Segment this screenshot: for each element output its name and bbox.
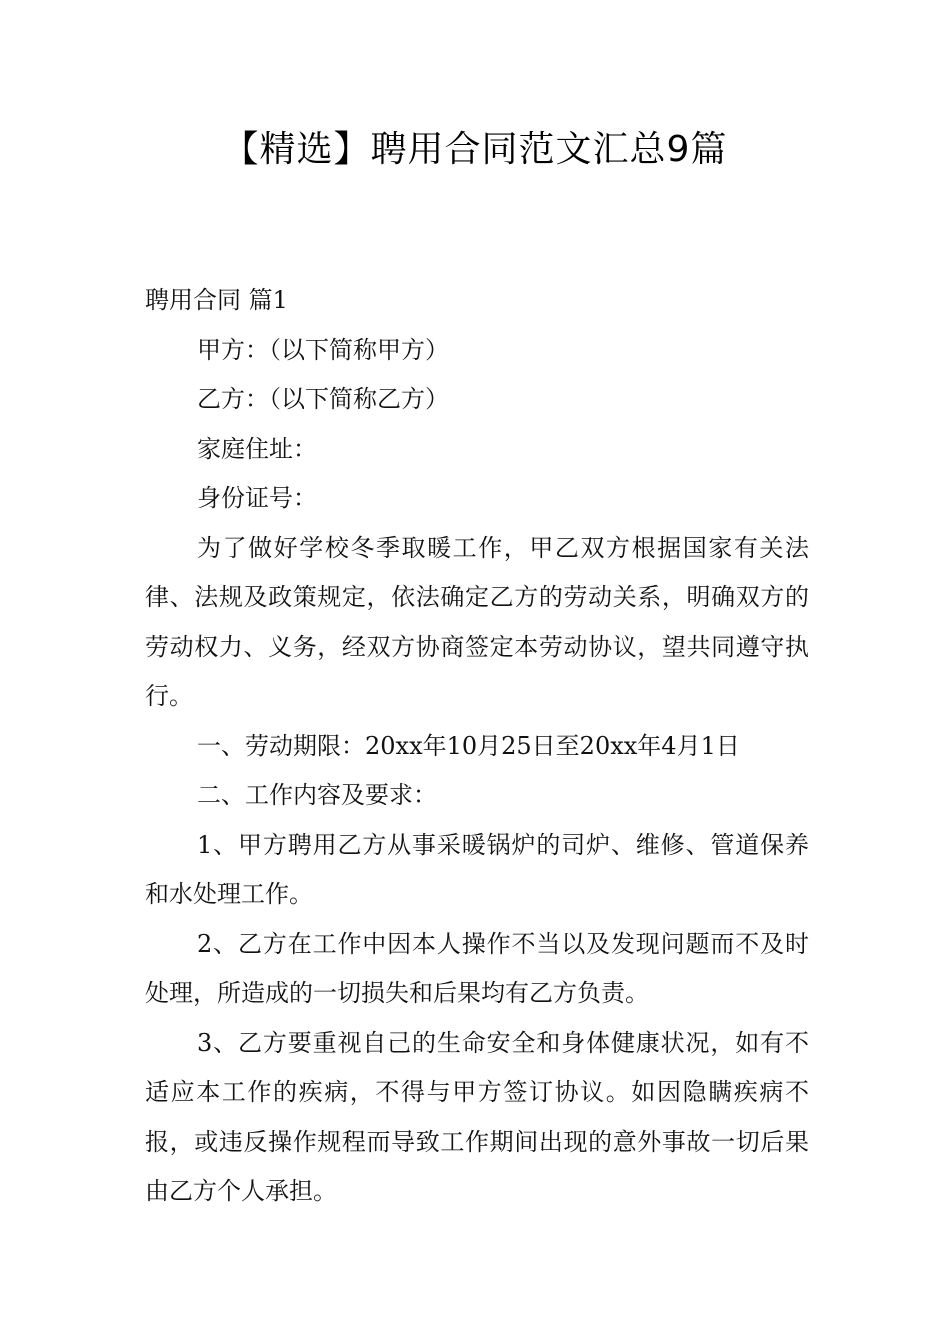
home-address-line: 家庭住址： bbox=[197, 434, 317, 463]
party-b-line: 乙方：（以下简称乙方） bbox=[197, 385, 449, 413]
document-title: 【精选】聘用合同范文汇总9篇 bbox=[222, 129, 728, 170]
document-body bbox=[145, 276, 809, 1217]
preamble-paragraph: 为了做好学校冬季取暖工作，甲乙双方根据国家有关法律、法规及政策规定，依法确定乙方的劳动关系，明确双方的劳动权力、义务，经双方协商签定本劳动协议，望共同遵守执行。 bbox=[145, 533, 809, 710]
clause-1: 1、甲方聘用乙方从事采暖锅炉的司炉、维修、管道保养和水处理工作。 bbox=[145, 830, 809, 908]
id-number-line: 身份证号： bbox=[197, 484, 317, 512]
party-a-line: 甲方：（以下简称甲方） bbox=[197, 335, 449, 364]
clause-3: 3、乙方要重视自己的生命安全和身体健康状况，如有不适应本工作的疾病，不得与甲方签订协议。如因隐瞒疾病不报，或违反操作规程而导致工作期间出现的意外事故一切后果由乙方个人承担。 bbox=[145, 1028, 809, 1205]
work-content-heading: 二、工作内容及要求： bbox=[197, 781, 437, 809]
term-clause: 一、劳动期限：20xx年10月25日至20xx年4月1日 bbox=[197, 731, 740, 760]
clause-2: 2、乙方在工作中因本人操作不当以及发现问题而不及时处理，所造成的一切损失和后果均有乙方负责。 bbox=[145, 929, 809, 1007]
section-heading: 聘用合同 篇1 bbox=[145, 286, 288, 314]
